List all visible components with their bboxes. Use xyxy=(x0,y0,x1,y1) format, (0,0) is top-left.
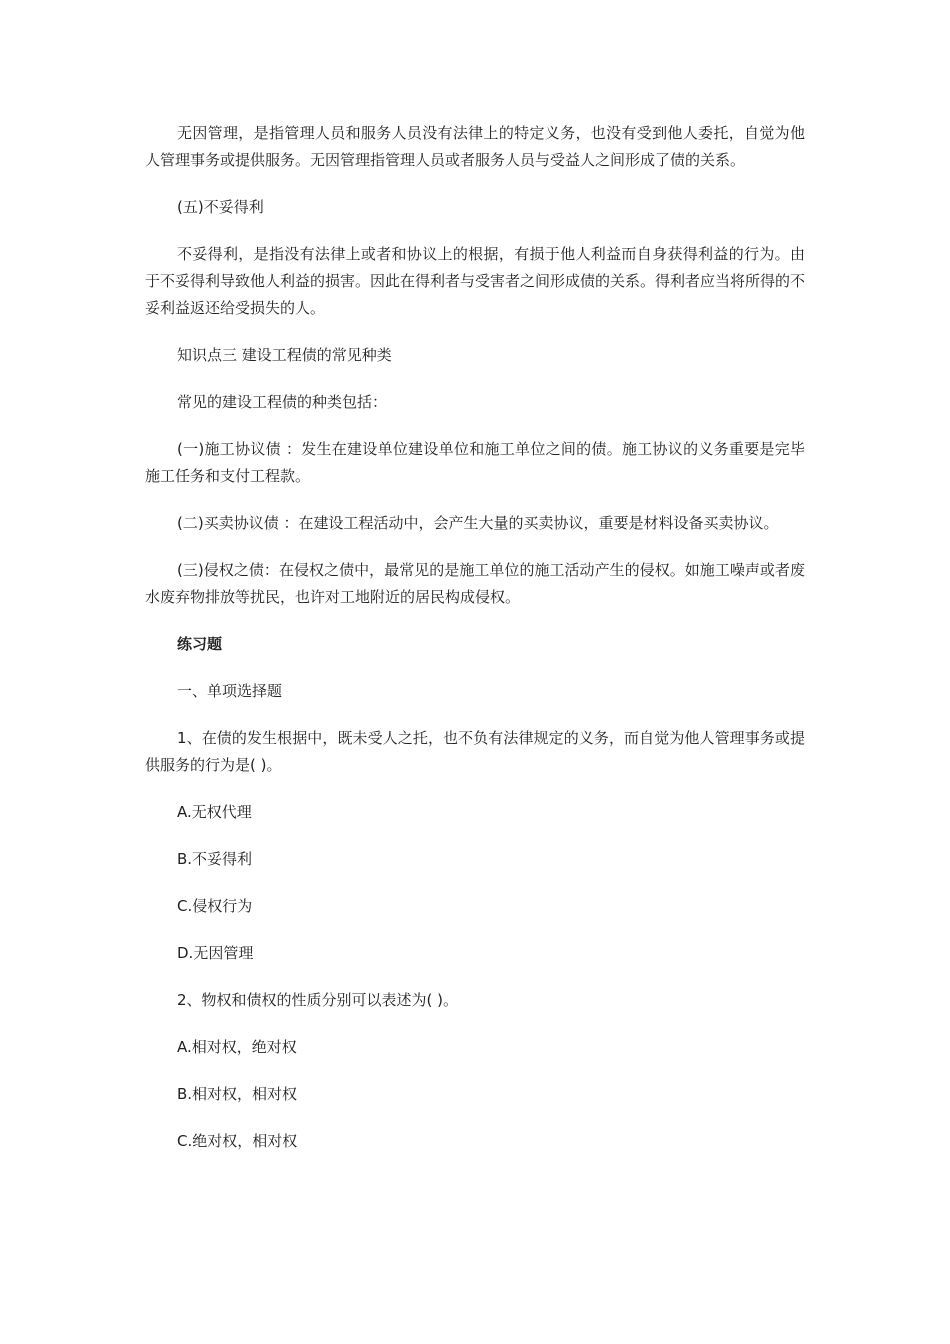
paragraph-negotiorum-gestio: 无因管理，是指管理人员和服务人员没有法律上的特定义务，也没有受到他人委托，自觉为他人管理事务或提供服务。无因管理指管理人员或者服务人员与受益人之间形成了债的关系。 xyxy=(145,124,805,169)
question-1: 1、在债的发生根据中，既未受人之托，也不负有法律规定的义务，而自觉为他人管理事务或提供服务的行为是( )。 xyxy=(145,729,805,774)
question-2: 2、物权和债权的性质分别可以表述为( )。 xyxy=(177,991,459,1009)
paragraph-unjust-enrichment: 不妥得利，是指没有法律上或者和协议上的根据，有损于他人利益而自身获得利益的行为。由于不妥得利导致他人利益的损害。因此在得利者与受害者之间形成债的关系。得利者应当将所得的不妥利益返还给受损失的人。 xyxy=(145,245,806,317)
paragraph-tort-debt: (三)侵权之债：在侵权之债中，最常见的是施工单位的施工活动产生的侵权。如施工噪声或者废水废弃物排放等扰民，也许对工地附近的居民构成侵权。 xyxy=(145,561,805,606)
knowledge-point-heading: 知识点三 建设工程债的常见种类 xyxy=(177,346,392,364)
question-1-option-a: A.无权代理 xyxy=(177,803,252,821)
document-page xyxy=(145,120,805,1155)
question-2-option-a: A.相对权，绝对权 xyxy=(177,1038,297,1056)
paragraph-debt-types-intro: 常见的建设工程债的种类包括： xyxy=(177,393,388,411)
question-1-option-b: B.不妥得利 xyxy=(177,850,253,868)
exercises-heading: 练习题 xyxy=(177,635,223,653)
single-choice-heading: 一、单项选择题 xyxy=(177,682,283,700)
paragraph-construction-contract-debt: (一)施工协议债 ：发生在建设单位建设单位和施工单位之间的债。施工协议的义务重要是完毕施工任务和支付工程款。 xyxy=(145,440,805,485)
section-heading-unjust-enrichment: (五)不妥得利 xyxy=(177,198,264,216)
question-1-option-d: D.无因管理 xyxy=(177,944,254,962)
paragraph-sales-contract-debt: (二)买卖协议债 ：在建设工程活动中，会产生大量的买卖协议，重要是材料设备买卖协议。 xyxy=(177,514,779,532)
question-2-option-b: B.相对权，相对权 xyxy=(177,1085,298,1103)
question-2-option-c: C.绝对权，相对权 xyxy=(177,1132,298,1150)
question-1-option-c: C.侵权行为 xyxy=(177,897,253,915)
